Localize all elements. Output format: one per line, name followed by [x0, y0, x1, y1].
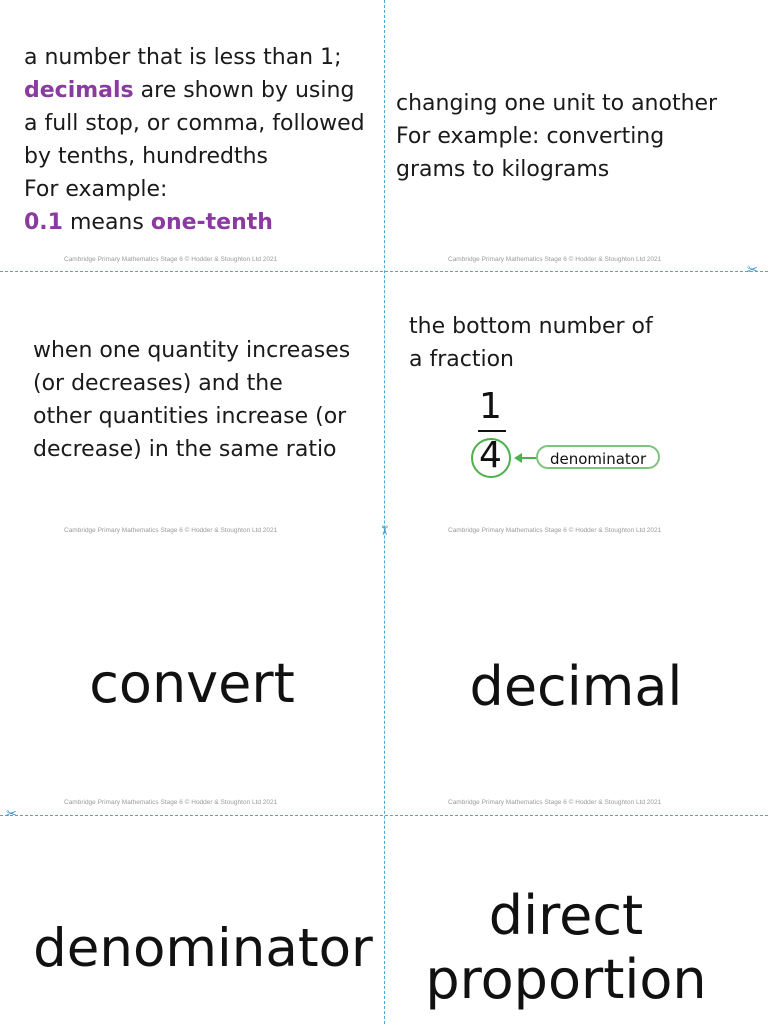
definition-text: means — [62, 210, 151, 235]
fraction-denominator: 4 — [479, 435, 502, 476]
fraction-numerator: 1 — [479, 386, 502, 427]
direct-proportion-definition-card — [33, 334, 350, 466]
definition-line: a full stop, or comma, followed — [24, 111, 365, 136]
definition-line: by tenths, hundredths — [24, 144, 268, 169]
word-decimal: decimal — [469, 655, 683, 718]
definition-line: the bottom number of — [409, 314, 653, 339]
definition-line: changing one unit to another — [396, 91, 718, 116]
decimal-definition-card — [24, 41, 365, 239]
definition-line: For example: converting — [396, 124, 665, 149]
copyright-credit: Cambridge Primary Mathematics Stage 6 © Hodder & Stoughton Ltd 2021 — [448, 799, 662, 806]
copyright-credit: Cambridge Primary Mathematics Stage 6 © Hodder & Stoughton Ltd 2021 — [64, 256, 278, 263]
example-value: 0.1 — [24, 210, 63, 235]
copyright-credit: Cambridge Primary Mathematics Stage 6 © Hodder & Stoughton Ltd 2021 — [448, 256, 662, 263]
definition-line: a fraction — [409, 347, 514, 372]
word-direct-proportion — [384, 884, 748, 1012]
denominator-label: denominator — [536, 445, 660, 469]
copyright-credit: Cambridge Primary Mathematics Stage 6 © Hodder & Stoughton Ltd 2021 — [64, 527, 278, 534]
definition-line: a number that is less than 1; — [24, 45, 342, 70]
fraction-bar — [478, 430, 506, 432]
scissors-icon: ✂ — [747, 263, 758, 278]
example-word: one-tenth — [150, 210, 273, 235]
definition-line: other quantities increase (or — [33, 404, 347, 429]
horizontal-cut-line-3 — [0, 815, 768, 816]
convert-definition-card — [396, 87, 717, 186]
arrow-line — [520, 457, 536, 459]
definition-line — [24, 206, 365, 239]
vertical-cut-line — [384, 0, 385, 1024]
definition-line: grams to kilograms — [396, 157, 610, 182]
word-denominator: denominator — [33, 918, 373, 979]
definition-line: decrease) in the same ratio — [33, 437, 337, 462]
copyright-credit: Cambridge Primary Mathematics Stage 6 © Hodder & Stoughton Ltd 2021 — [64, 799, 278, 806]
highlight-term: decimals — [24, 78, 134, 103]
definition-line — [24, 74, 365, 107]
definition-text: are shown by using — [133, 78, 355, 103]
scissors-icon: ✂ — [6, 807, 17, 822]
word-line: direct — [488, 884, 644, 947]
definition-line: when one quantity increases — [33, 338, 351, 363]
definition-line: For example: — [24, 177, 168, 202]
word-convert: convert — [89, 652, 295, 715]
horizontal-cut-line-1 — [0, 271, 768, 272]
definition-line: (or decreases) and the — [33, 371, 283, 396]
word-line: proportion — [425, 948, 707, 1011]
copyright-credit: Cambridge Primary Mathematics Stage 6 © Hodder & Stoughton Ltd 2021 — [448, 527, 662, 534]
scissors-icon: ✂ — [375, 525, 391, 536]
denominator-definition-card — [409, 310, 653, 376]
